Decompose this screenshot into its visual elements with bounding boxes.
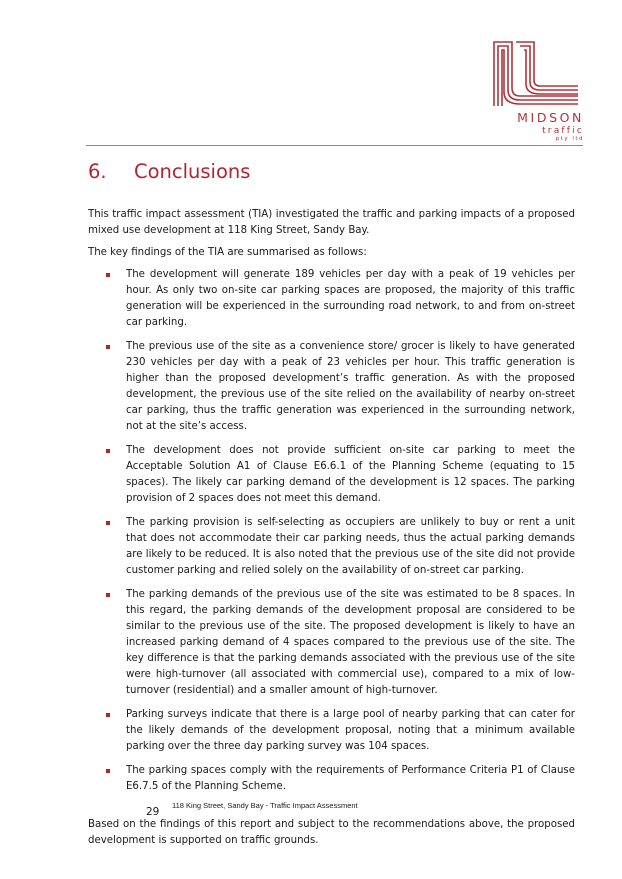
section-title: Conclusions <box>134 160 251 183</box>
section-number: 6. <box>88 160 107 183</box>
finding-text: The previous use of the site as a convenience store/ grocer is likely to have generated 230 vehicles per day with a peak of 23 vehicles per hour. This traffic generation is higher than the proposed development’s traffic generation. As with the proposed development, the previous use of the site relied on the availability of nearby on-street car parking, thus the traffic generation was experienced in the surrounding network, not at the site’s access. <box>126 341 575 432</box>
bullet-icon <box>106 521 110 525</box>
finding-text: The parking provision is self-selecting as occupiers are unlikely to buy or rent a unit that does not accommodate their car parking needs, thus the actual parking demands are likely to be reduced. It is also noted that the previous use of the site did not provide customer parking and relied solely on the availability of on-street car parking. <box>126 517 575 576</box>
finding-text: Parking surveys indicate that there is a large pool of nearby parking that can cater for the likely demands of the development proposal, noting that a minimum available parking over the three day parking survey was 104 spaces. <box>126 709 575 752</box>
logo-wordmark: MIDSON <box>517 110 584 125</box>
bullet-icon <box>106 273 110 277</box>
list-item <box>88 443 575 507</box>
footer-title: 118 King Street, Sandy Bay - Traffic Impact Assessment <box>172 801 358 810</box>
document-body <box>88 207 575 855</box>
logo-subtitle: traffic <box>542 126 584 136</box>
logo-tagline: pty ltd <box>555 136 584 142</box>
finding-text: The parking spaces comply with the requirements of Performance Criteria P1 of Clause E6.7.5 of the Planning Scheme. <box>126 765 575 792</box>
section-heading <box>88 160 250 183</box>
finding-text: The development will generate 189 vehicles per day with a peak of 19 vehicles per hour. As only two on-site car parking spaces are proposed, the majority of this traffic generation will be experienced in the surrounding road network, to and from on-street car parking. <box>126 269 575 328</box>
finding-text: The parking demands of the previous use of the site was estimated to be 8 spaces. In this regard, the parking demands of the development proposal are considered to be similar to the previous use of the site. The proposed development is likely to have an increased parking demand of 4 spaces compared to the previous use of the site. The key difference is that the parking demands associated with the previous use of the site were high-turnover (all associated with commercial use), compared to a mix of low-turnover (residential) and a smaller amount of high-turnover. <box>126 589 575 696</box>
list-item <box>88 707 575 755</box>
list-item <box>88 339 575 435</box>
midson-logo <box>488 38 584 146</box>
findings-list <box>88 267 575 795</box>
list-item <box>88 515 575 579</box>
list-item <box>88 587 575 699</box>
closing-paragraph: Based on the findings of this report and subject to the recommendations above, the proposed development is supported on traffic grounds. <box>88 819 575 846</box>
intro-lead: The key findings of the TIA are summarised as follows: <box>88 247 367 258</box>
intro-paragraph: This traffic impact assessment (TIA) investigated the traffic and parking impacts of a proposed mixed use development at 118 King Street, Sandy Bay. <box>88 209 575 236</box>
bullet-icon <box>106 769 110 773</box>
list-item <box>88 267 575 331</box>
list-item <box>88 763 575 795</box>
bullet-icon <box>106 345 110 349</box>
header-divider <box>86 145 583 146</box>
finding-text: The development does not provide sufficient on-site car parking to meet the Acceptable Solution A1 of Clause E6.6.1 of the Planning Scheme (equating to 15 spaces). The likely car parking demand of the development is 12 spaces. The parking provision of 2 spaces does not meet this demand. <box>126 445 575 504</box>
bullet-icon <box>106 713 110 717</box>
bullet-icon <box>106 449 110 453</box>
page-number: 29 <box>146 806 160 818</box>
bullet-icon <box>106 593 110 597</box>
midson-logo-mark-icon <box>490 38 582 108</box>
